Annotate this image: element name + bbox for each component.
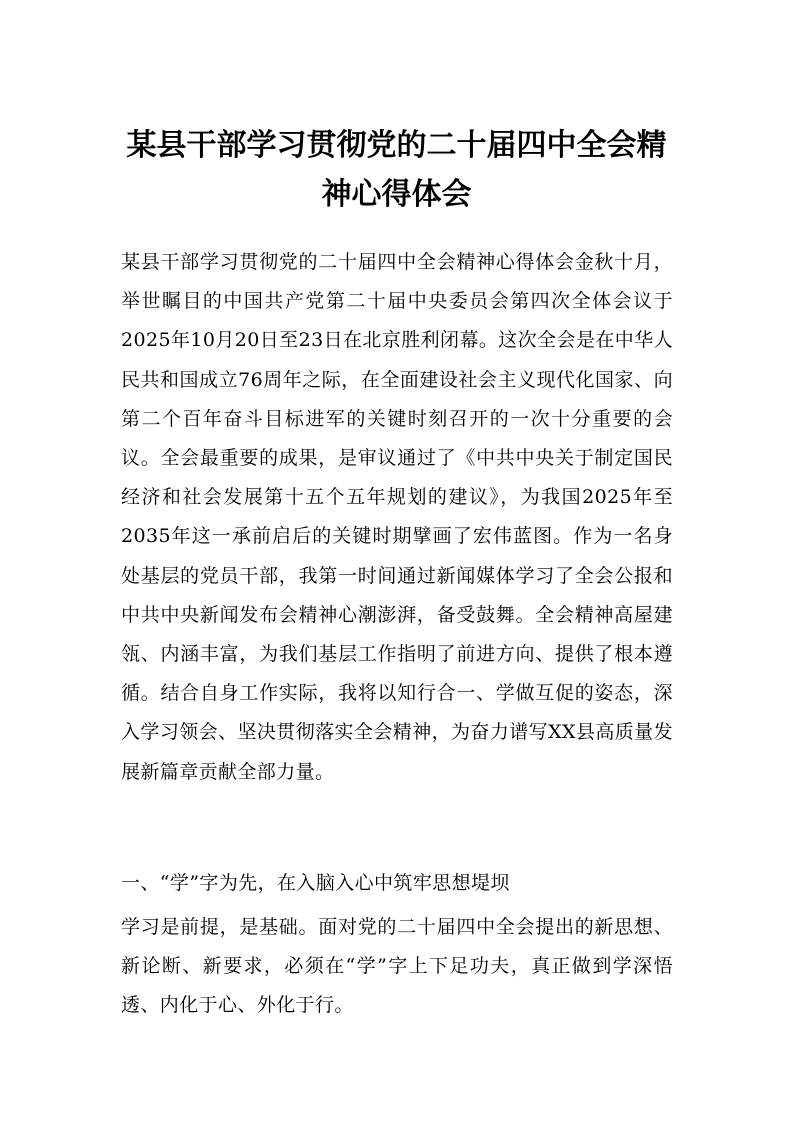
document-title-line-1: 某县干部学习贯彻党的二十届四中全会精 [126, 128, 667, 163]
document-title-line-2: 神心得体会 [321, 177, 472, 212]
intro-paragraph: 某县干部学习贯彻党的二十届四中全会精神心得体会金秋十月，举世瞩目的中国共产党第二十届中央委员会第四次全体会议于2025年10月20日至23日在北京胜利闭幕。这次全会是在中华人民共和国成立76周年之际，在全面建设社会主义现代化国家、向第二个百年奋斗目标进军的关键时刻召开的一次十分重要的会议。全会最重要的成果，是审议通过了《中共中央关于制定国民经济和社会发展第十五个五年规划的建议》，为我国2025年至2035年这一承前启后的关键时期擘画了宏伟蓝图。作为一名身处基层的党员干部，我第一时间通过新闻媒体学习了全会公报和中共中央新闻发布会精神心潮澎湃，备受鼓舞。全会精神高屋建瓴、内涵丰富，为我们基层工作指明了前进方向、提供了根本遵循。结合自身工作实际，我将以知行合一、学做互促的姿态，深入学习领会、坚决贯彻落实全会精神，为奋力谱写XX县高质量发展新篇章贡献全部力量。 [121, 251, 673, 783]
section-heading: 一、“学”字为先，在入脑入心中筑牢思想堤坝 [121, 872, 510, 894]
section-paragraph: 学习是前提，是基础。面对党的二十届四中全会提出的新思想、新论断、新要求，必须在“学”字上下足功夫，真正做到学深悟透、内化于心、外化于行。 [121, 916, 673, 1017]
